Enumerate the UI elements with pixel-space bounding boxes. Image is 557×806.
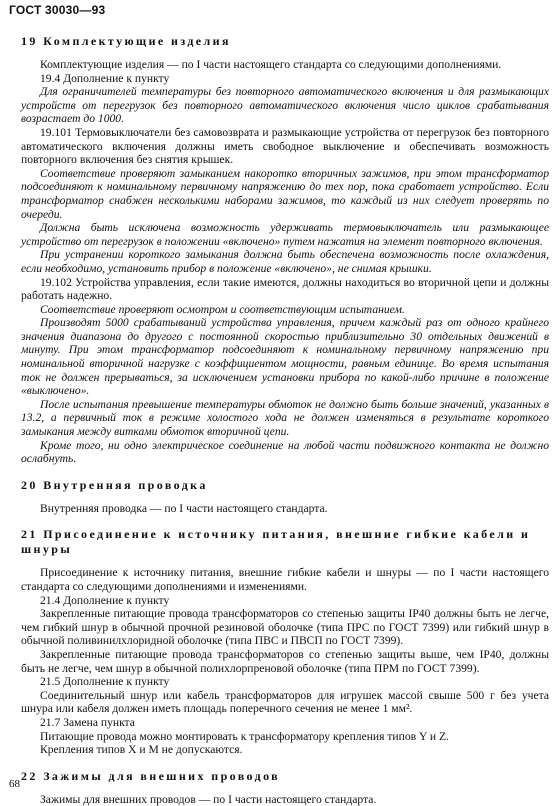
spacer <box>21 784 549 793</box>
paragraph: Кроме того, ни одно электрическое соединение на любой части подвижного контакта не должно ослабнуть. <box>21 438 549 466</box>
spacer <box>21 493 549 502</box>
section-19-heading: 19 Комплектующие изделия <box>21 34 231 48</box>
paragraph: Присоединение к источнику питания, внешние гибкие кабели и шнуры — по I части настоящего стандарта со следующими дополнениями и изменениями. <box>21 566 549 593</box>
paragraph: Закрепленные питающие провода трансформаторов со степенью защиты выше, чем IP40, должны быть не легче, чем шнур в обычной полихлорпреновой оболочке (типа ПРМ по ГОСТ 7399). <box>21 647 549 675</box>
spacer <box>21 49 549 58</box>
paragraph: 19.102 Устройства управления, если такие имеются, должны находиться во вторичной цепи и должны работать надежно. <box>21 275 549 303</box>
paragraph: Соответствие проверяют замыканием накоротко вторичных зажимов, при этом трансформатор подсоединяют к номинальному первичному напряжению до тех пор, пока сработает устройство. Если трансформатор снабжен несколькими наборами зажимов, то каждый из них следует проверять по очереди. <box>21 166 549 221</box>
paragraph: Производят 5000 срабатываний устройства управления, причем каждый раз от одного крайнего значения диапазона до другого с постоянной скоростью приблизительно 30 отдельных движений в минуту. При этом трансформатор подсоединяют к номинальному первичному напряжению при номинальной вторичной нагрузке с коэффициентом мощности, равным единице. Во время испытания ток не должен прерываться, за исключением установки прибора по какой-либо причине в положение «выключено». <box>21 316 549 398</box>
paragraph: Крепления типов X и M не допускаются. <box>40 743 243 757</box>
paragraph: Зажимы для внешних проводов — по I части настоящего стандарта. <box>40 792 377 806</box>
section-20-heading: 20 Внутренняя проводка <box>21 477 208 492</box>
paragraph: После испытания превышение температуры обмоток не должно быть больше значений, указанных в 13.2, а первичный ток в режиме холостого хода не должен изменяться в результате короткого замыкания между витками обмоток вторичной цепи. <box>21 397 549 439</box>
spacer <box>21 515 549 527</box>
spacer <box>21 557 549 566</box>
page-number: 68 <box>9 778 20 790</box>
paragraph: 19.4 Дополнение к пункту <box>40 71 170 85</box>
paragraph: Закрепленные питающие провода трансформаторов со степенью защиты IP40 должны быть не легче, чем гибкий шнур в обычной прочной резиновой оболочке (типа ПРС по ГОСТ 7399) или гибкий шнур в обычной поливинилхлоридной оболочке (типа ПВС и ПВСП по ГОСТ 7399). <box>21 607 549 648</box>
paragraph: 19.101 Термовыключатели без самовозврата и размыкающие устройства от перегрузок без повторного автоматического включения должны иметь свободное выключение и обеспечивать возможность повторного включения без снятия крышек. <box>21 125 549 167</box>
document-header: ГОСТ 30030—93 <box>9 3 106 17</box>
document-body <box>21 34 549 806</box>
spacer <box>21 466 549 478</box>
paragraph: 21.4 Дополнение к пункту <box>40 593 170 607</box>
paragraph: Комплектующие изделия — по I части настоящего стандарта со следующими дополнениями. <box>40 58 502 71</box>
paragraph: Внутренняя проводка — по I части настоящего стандарта. <box>40 501 328 515</box>
paragraph: 21.7 Замена пункта <box>40 715 135 729</box>
section-21-heading: 21 Присоединение к источнику питания, внешние гибкие кабели и шнуры <box>21 527 531 557</box>
paragraph: При устранении короткого замыкания должна быть обеспечена возможность после охлаждения, если необходимо, установить прибор в положение «включено», не снимая крышки. <box>21 248 549 275</box>
spacer <box>21 757 549 769</box>
paragraph: Должна быть исключена возможность удерживать термовыключатель или размыкающее устройство от перегрузок в положении «включено» путем нажатия на элемент повторного включения. <box>21 221 549 248</box>
paragraph: Для ограничителей температуры без повторного автоматического включения и для размыкающих устройств от перегрузок без повторного автоматического включения число циклов срабатывания возрастает до 1000. <box>21 85 549 126</box>
paragraph: Соответствие проверяют осмотром и соответствующим испытанием. <box>40 302 405 316</box>
paragraph: 21.5 Дополнение к пункту <box>40 675 170 689</box>
section-22-heading: 22 Зажимы для внешних проводов <box>21 768 281 783</box>
paragraph: Питающие провода можно монтировать к трансформатору крепления типов Y и Z. <box>40 729 449 743</box>
paragraph: Соединительный шнур или кабель трансформаторов для игрушек массой свыше 500 г без учета шнура или кабеля должен иметь площадь поперечного сечения не менее 1 мм². <box>21 688 549 716</box>
